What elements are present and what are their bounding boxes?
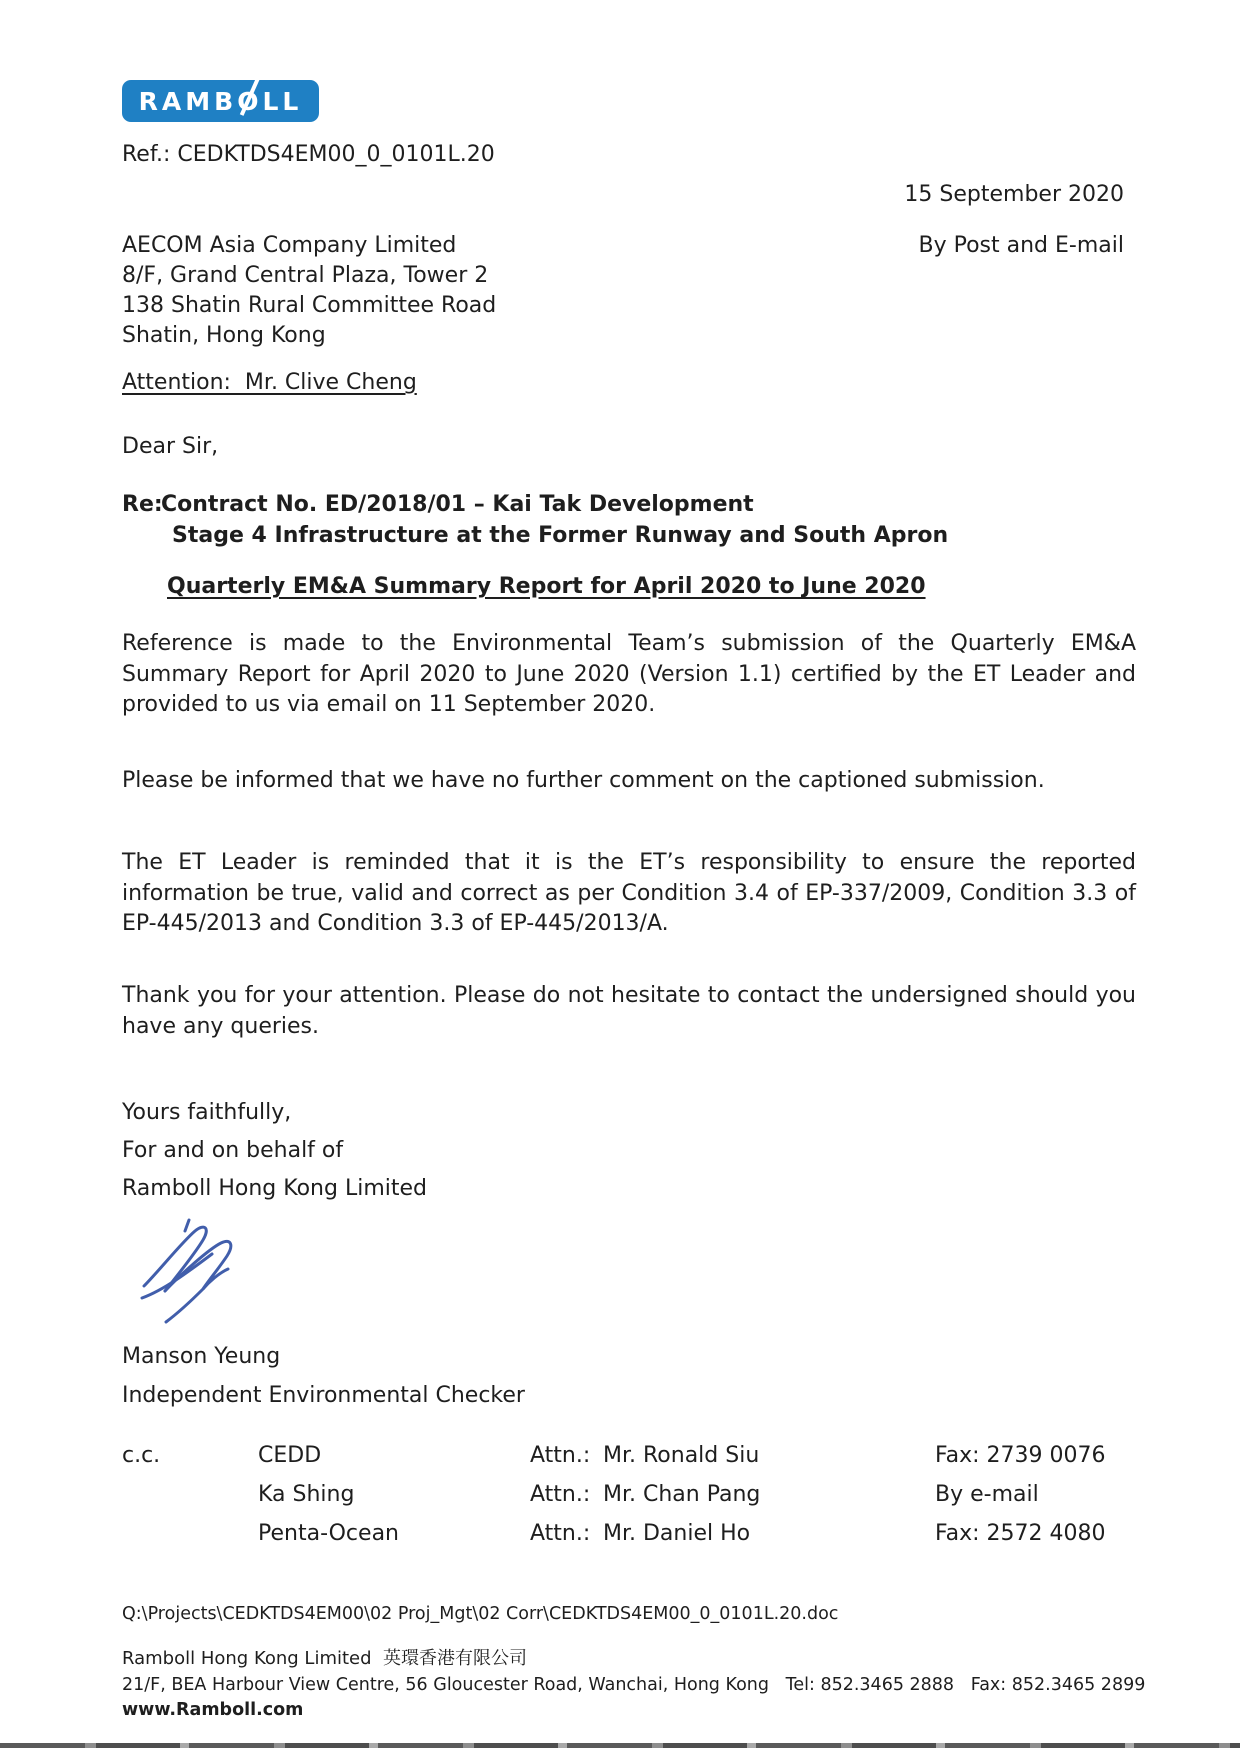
footer-address-contact: 21/F, BEA Harbour View Centre, 56 Gloucester Road, Wanchai, Hong Kong Tel: 852.3465 2888 Fax: 852.3465 2899 — [122, 1675, 1146, 1695]
re-line-2: Stage 4 Infrastructure at the Former Runway and South Apron — [172, 523, 949, 548]
cc-attn-person: Mr. Chan Pang — [603, 1482, 761, 1507]
cc-contact-method: Fax: 2739 0076 — [935, 1443, 1106, 1468]
cc-organisation: Ka Shing — [258, 1482, 355, 1507]
cc-row — [0, 1482, 1240, 1512]
cc-attn-label: Attn.: — [530, 1521, 591, 1546]
recipient-name: AECOM Asia Company Limited — [122, 233, 457, 258]
closing-company: Ramboll Hong Kong Limited — [122, 1176, 427, 1201]
document-file-path: Q:\Projects\CEDKTDS4EM00\02 Proj_Mgt\02 Corr\CEDKTDS4EM00_0_0101L.20.doc — [122, 1604, 839, 1624]
ramboll-logo — [122, 80, 319, 122]
re-label: Re: — [122, 492, 163, 517]
attention-line: Attention: Mr. Clive Cheng — [122, 370, 417, 395]
body-paragraph-1: Reference is made to the Environmental Team’s submission of the Quarterly EM&A Summary Report for April 2020 to June 2020 (Version 1.1) certified by the ET Leader and provided to us via email on 11 September 2020. — [122, 631, 1136, 717]
ramboll-logo-text: RAMBOLL — [138, 87, 303, 116]
cc-contact-method: Fax: 2572 4080 — [935, 1521, 1106, 1546]
reference-number: Ref.: CEDKTDS4EM00_0_0101L.20 — [122, 142, 495, 167]
cc-attn-label: Attn.: — [530, 1482, 591, 1507]
recipient-address-line: 8/F, Grand Central Plaza, Tower 2 — [122, 263, 489, 288]
cc-row — [0, 1443, 1240, 1473]
signatory-title: Independent Environmental Checker — [122, 1383, 525, 1408]
closing-valediction: Yours faithfully, — [122, 1100, 292, 1125]
recipient-address-line: 138 Shatin Rural Committee Road — [122, 293, 497, 318]
cc-organisation: Penta-Ocean — [258, 1521, 399, 1546]
footer-company-name: Ramboll Hong Kong Limited 英環香港有限公司 — [122, 1648, 527, 1669]
cc-attn-person: Mr. Daniel Ho — [603, 1521, 751, 1546]
recipient-address-line: Shatin, Hong Kong — [122, 323, 326, 348]
cc-row — [0, 1521, 1240, 1551]
delivery-method: By Post and E-mail — [918, 233, 1124, 258]
cc-attn-label: Attn.: — [530, 1443, 591, 1468]
re-line-1: Contract No. ED/2018/01 – Kai Tak Development — [161, 492, 754, 517]
salutation: Dear Sir, — [122, 434, 219, 459]
cc-label: c.c. — [122, 1443, 161, 1468]
body-paragraph-4: Thank you for your attention. Please do not hesitate to contact the undersigned should you have any queries. — [122, 983, 1136, 1039]
signatory-name: Manson Yeung — [122, 1344, 281, 1369]
subject-line: Quarterly EM&A Summary Report for April 2020 to June 2020 — [167, 574, 926, 599]
cc-organisation: CEDD — [258, 1443, 322, 1468]
scan-edge-artifact — [0, 1743, 1240, 1748]
cc-attn-person: Mr. Ronald Siu — [603, 1443, 760, 1468]
closing-on-behalf: For and on behalf of — [122, 1138, 344, 1163]
handwritten-signature — [136, 1214, 281, 1326]
body-paragraph-2: Please be informed that we have no further comment on the captioned submission. — [122, 768, 1045, 793]
body-paragraph-3: The ET Leader is reminded that it is the ET’s responsibility to ensure the reported information be true, valid and correct as per Condition 3.4 of EP-337/2009, Condition 3.3 of EP-445/2013 and Condition 3.3 of EP-445/2013/A. — [122, 850, 1136, 936]
cc-contact-method: By e-mail — [935, 1482, 1039, 1507]
letter-date: 15 September 2020 — [904, 182, 1124, 207]
footer-website: www.Ramboll.com — [122, 1700, 304, 1720]
